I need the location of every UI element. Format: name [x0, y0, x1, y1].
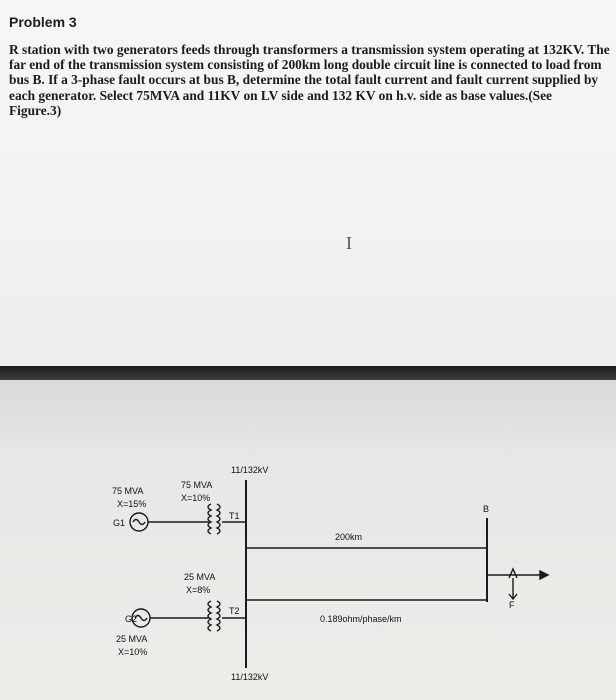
problem-line: bus B. If a 3-phase fault occurs at bus B, determine the total fault current and fault current supplied by [9, 72, 599, 88]
t1-primary-winding [208, 504, 211, 534]
t-voltage-bottom: 11/132kV [231, 672, 269, 682]
load-arrow-icon [540, 571, 548, 579]
g2-name: G2 [125, 614, 138, 624]
problem-title: Problem 3 [9, 14, 77, 30]
t1-mva: 75 MVA [181, 480, 213, 490]
figure-section [0, 380, 616, 700]
g1-reactance: X=15% [117, 499, 147, 509]
t-voltage-top: 11/132kV [231, 465, 269, 475]
fault-label: F [509, 600, 515, 610]
problem-line: R station with two generators feeds through transformers a transmission system operating at 132KV. The [9, 42, 610, 57]
problem-line: Figure.3) [9, 102, 62, 118]
g1-sine-icon [133, 520, 145, 525]
t2-mva: 25 MVA [184, 572, 216, 582]
g2-reactance: X=10% [118, 647, 148, 657]
g1-name: G1 [113, 518, 126, 528]
fault-arrow-icon [509, 569, 517, 578]
line-length: 200km [335, 532, 363, 542]
divider-band [0, 366, 616, 380]
bus-b-label: B [483, 504, 490, 514]
t2-name: T2 [229, 606, 240, 616]
g2-mva: 25 MVA [116, 634, 148, 644]
text-cursor-icon: I [346, 233, 352, 253]
line-impedance: 0.189ohm/phase/km [320, 614, 402, 624]
t1-name: T1 [229, 511, 240, 521]
t2-secondary-winding [217, 601, 220, 631]
problem-statement [9, 42, 609, 118]
g1-mva: 75 MVA [112, 486, 144, 496]
t2-reactance: X=8% [186, 585, 211, 595]
problem-line: each generator. Select 75MVA and 11KV on LV side and 132 KV on h.v. side as base values.(See [9, 87, 553, 103]
t2-primary-winding [208, 601, 211, 631]
single-line-diagram [0, 380, 616, 700]
t1-reactance: X=10% [181, 493, 211, 503]
problem-line: far end of the transmission system consisting of 200km long double circuit line is connected to load from [9, 57, 602, 73]
t1-secondary-winding [217, 504, 220, 534]
